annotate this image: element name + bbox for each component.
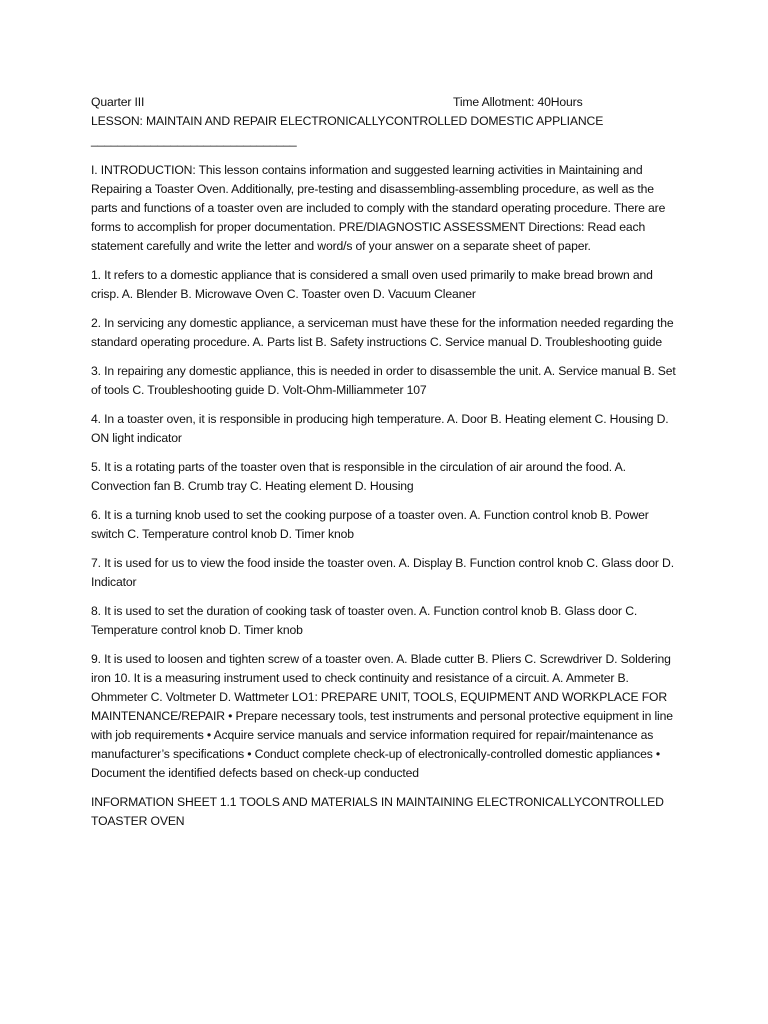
question-8: 8. It is used to set the duration of cooking task of toaster oven. A. Function control knob B. Glass door C. Temperature control knob D. Timer knob bbox=[91, 604, 638, 637]
lesson-title: LESSON: MAINTAIN AND REPAIR ELECTRONICALLYCONTROLLED DOMESTIC APPLIANCE bbox=[91, 114, 604, 128]
question-3: 3. In repairing any domestic appliance, this is needed in order to disassemble the unit. A. Service manual B. Set of tools C. Troubleshooting guide D. Volt-Ohm-Milliammeter 107 bbox=[91, 364, 676, 397]
question-6: 6. It is a turning knob used to set the cooking purpose of a toaster oven. A. Function control knob B. Power switch C. Temperature control knob D. Timer knob bbox=[91, 508, 649, 541]
question-7: 7. It is used for us to view the food inside the toaster oven. A. Display B. Function control knob C. Glass door D. Indicator bbox=[91, 556, 674, 589]
document-body bbox=[91, 93, 681, 831]
question-5: 5. It is a rotating parts of the toaster oven that is responsible in the circulation of air around the food. A. Convection fan B. Crumb tray C. Heating element D. Housing bbox=[91, 460, 626, 493]
question-4: 4. In a toaster oven, it is responsible in producing high temperature. A. Door B. Heating element C. Housing D. ON light indicator bbox=[91, 412, 669, 445]
question-1: 1. It refers to a domestic appliance that is considered a small oven used primarily to make bread brown and crisp. A. Blender B. Microwave Oven C. Toaster oven D. Vacuum Cleaner bbox=[91, 268, 653, 301]
quarter-label: Quarter III bbox=[91, 95, 145, 109]
time-allotment-label: Time Allotment: 40Hours bbox=[453, 95, 583, 109]
header-row bbox=[91, 93, 681, 112]
question-2: 2. In servicing any domestic appliance, a serviceman must have these for the information needed regarding the standard operating procedure. A. Parts list B. Safety instructions C. Service manual D. Troubleshooting guide bbox=[91, 316, 674, 349]
introduction-paragraph: I. INTRODUCTION: This lesson contains information and suggested learning activities in Maintaining and Repairing a Toaster Oven. Additionally, pre-testing and disassembling-assembling procedure, as well as the parts and functions of a toaster oven are included to comply with the standard operating procedure. There are forms to accomplish for proper documentation. PRE/DIAGNOSTIC ASSESSMENT Directions: Read each statement carefully and write the letter and word/s of your answer on a separate sheet of paper. bbox=[91, 163, 666, 253]
information-sheet-title: INFORMATION SHEET 1.1 TOOLS AND MATERIALS IN MAINTAINING ELECTRONICALLYCONTROLLED TOASTER OVEN bbox=[91, 795, 664, 828]
question-9-10-and-objectives: 9. It is used to loosen and tighten screw of a toaster oven. A. Blade cutter B. Pliers C. Screwdriver D. Soldering iron 10. It is a measuring instrument used to check continuity and resistance of a circuit. A. Ammeter B. Ohmmeter C. Voltmeter D. Wattmeter LO1: PREPARE UNIT, TOOLS, EQUIPMENT AND WORKPLACE FOR MAINTENANCE/REPAIR • Prepare necessary tools, test instruments and personal protective equipment in line with job requirements • Acquire service manuals and service information required for repair/maintenance as manufacturer’s specifications • Conduct complete check-up of electronically-controlled domestic appliances • Document the identified defects based on check-up conducted bbox=[91, 652, 673, 780]
title-rule: _______________________________ bbox=[91, 133, 297, 147]
